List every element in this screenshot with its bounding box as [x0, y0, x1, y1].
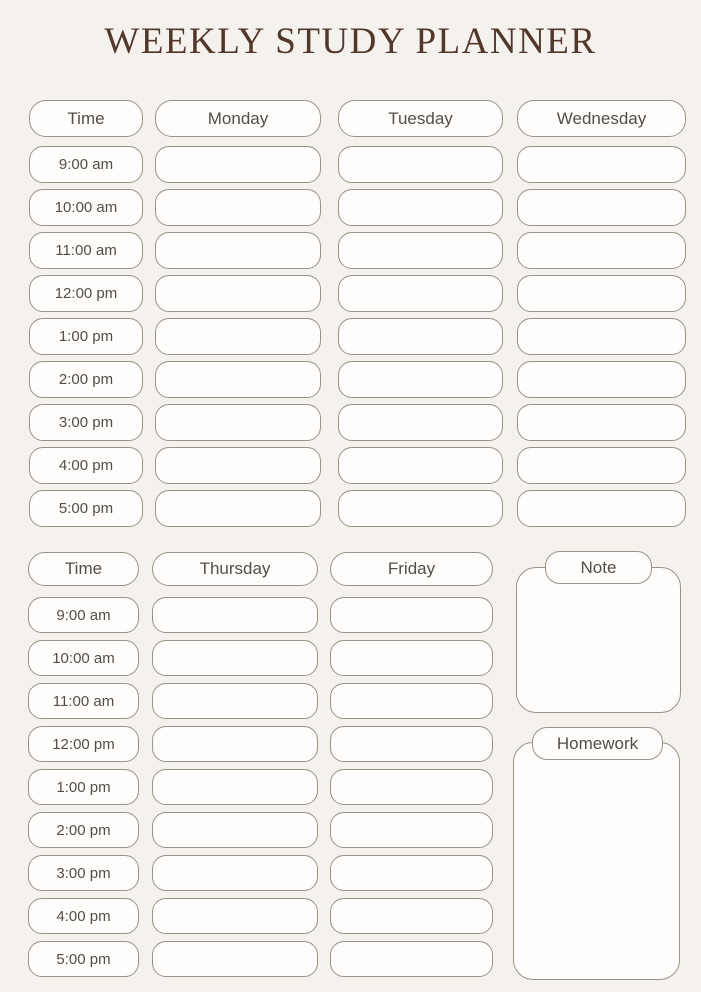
tuesday-cells — [338, 146, 503, 527]
schedule-cell-friday[interactable] — [330, 898, 493, 934]
schedule-cell-thursday[interactable] — [152, 898, 318, 934]
schedule-cell-thursday[interactable] — [152, 812, 318, 848]
schedule-cell-thursday[interactable] — [152, 769, 318, 805]
schedule-cell-tuesday[interactable] — [338, 361, 503, 398]
time-cell: 9:00 am — [29, 146, 143, 183]
schedule-cell-wednesday[interactable] — [517, 275, 686, 312]
schedule-cell-wednesday[interactable] — [517, 361, 686, 398]
schedule-cell-monday[interactable] — [155, 146, 321, 183]
schedule-cell-friday[interactable] — [330, 597, 493, 633]
time-cell: 3:00 pm — [28, 855, 139, 891]
time-cells-bottom — [28, 597, 139, 977]
time-cell: 5:00 pm — [29, 490, 143, 527]
schedule-cell-friday[interactable] — [330, 683, 493, 719]
schedule-cell-monday[interactable] — [155, 232, 321, 269]
time-cell: 2:00 pm — [28, 812, 139, 848]
schedule-cell-wednesday[interactable] — [517, 490, 686, 527]
column-friday — [330, 552, 493, 977]
schedule-cell-monday[interactable] — [155, 490, 321, 527]
schedule-cell-tuesday[interactable] — [338, 275, 503, 312]
note-label: Note — [545, 551, 652, 584]
time-cell: 11:00 am — [29, 232, 143, 269]
time-column-top — [29, 100, 143, 527]
column-header-friday: Friday — [330, 552, 493, 586]
column-header-thursday: Thursday — [152, 552, 318, 586]
wednesday-cells — [517, 146, 686, 527]
column-header-tuesday: Tuesday — [338, 100, 503, 137]
time-cell: 4:00 pm — [28, 898, 139, 934]
schedule-cell-wednesday[interactable] — [517, 318, 686, 355]
time-cell: 1:00 pm — [28, 769, 139, 805]
column-monday — [155, 100, 321, 527]
schedule-cell-thursday[interactable] — [152, 941, 318, 977]
schedule-cell-monday[interactable] — [155, 189, 321, 226]
column-tuesday — [338, 100, 503, 527]
schedule-cell-monday[interactable] — [155, 447, 321, 484]
time-cell: 1:00 pm — [29, 318, 143, 355]
schedule-cell-tuesday[interactable] — [338, 404, 503, 441]
schedule-cell-tuesday[interactable] — [338, 232, 503, 269]
schedule-cell-friday[interactable] — [330, 941, 493, 977]
homework-label: Homework — [532, 727, 663, 760]
page-title: WEEKLY STUDY PLANNER — [104, 21, 597, 62]
time-cell: 10:00 am — [29, 189, 143, 226]
schedule-cell-friday[interactable] — [330, 855, 493, 891]
schedule-cell-tuesday[interactable] — [338, 146, 503, 183]
schedule-cell-monday[interactable] — [155, 404, 321, 441]
schedule-cell-tuesday[interactable] — [338, 447, 503, 484]
schedule-cell-wednesday[interactable] — [517, 232, 686, 269]
schedule-cell-thursday[interactable] — [152, 683, 318, 719]
schedule-cell-thursday[interactable] — [152, 726, 318, 762]
column-header-time-top: Time — [29, 100, 143, 137]
column-header-monday: Monday — [155, 100, 321, 137]
schedule-cell-thursday[interactable] — [152, 597, 318, 633]
schedule-cell-monday[interactable] — [155, 275, 321, 312]
schedule-cell-monday[interactable] — [155, 361, 321, 398]
schedule-cell-wednesday[interactable] — [517, 189, 686, 226]
time-cells-top — [29, 146, 143, 527]
time-cell: 10:00 am — [28, 640, 139, 676]
schedule-cell-wednesday[interactable] — [517, 146, 686, 183]
monday-cells — [155, 146, 321, 527]
schedule-cell-wednesday[interactable] — [517, 404, 686, 441]
time-cell: 12:00 pm — [29, 275, 143, 312]
time-cell: 12:00 pm — [28, 726, 139, 762]
schedule-cell-monday[interactable] — [155, 318, 321, 355]
schedule-cell-friday[interactable] — [330, 640, 493, 676]
schedule-cell-friday[interactable] — [330, 726, 493, 762]
schedule-cell-wednesday[interactable] — [517, 447, 686, 484]
schedule-cell-thursday[interactable] — [152, 640, 318, 676]
thursday-cells — [152, 597, 318, 977]
time-cell: 5:00 pm — [28, 941, 139, 977]
note-box[interactable] — [516, 567, 681, 713]
column-wednesday — [517, 100, 686, 527]
schedule-cell-thursday[interactable] — [152, 855, 318, 891]
schedule-cell-friday[interactable] — [330, 769, 493, 805]
column-header-wednesday: Wednesday — [517, 100, 686, 137]
column-header-time-bottom: Time — [28, 552, 139, 586]
time-cell: 4:00 pm — [29, 447, 143, 484]
column-thursday — [152, 552, 318, 977]
schedule-cell-tuesday[interactable] — [338, 318, 503, 355]
schedule-cell-tuesday[interactable] — [338, 189, 503, 226]
schedule-cell-tuesday[interactable] — [338, 490, 503, 527]
time-column-bottom — [28, 552, 139, 977]
time-cell: 2:00 pm — [29, 361, 143, 398]
friday-cells — [330, 597, 493, 977]
time-cell: 11:00 am — [28, 683, 139, 719]
time-cell: 3:00 pm — [29, 404, 143, 441]
time-cell: 9:00 am — [28, 597, 139, 633]
homework-box[interactable] — [513, 742, 680, 980]
schedule-cell-friday[interactable] — [330, 812, 493, 848]
